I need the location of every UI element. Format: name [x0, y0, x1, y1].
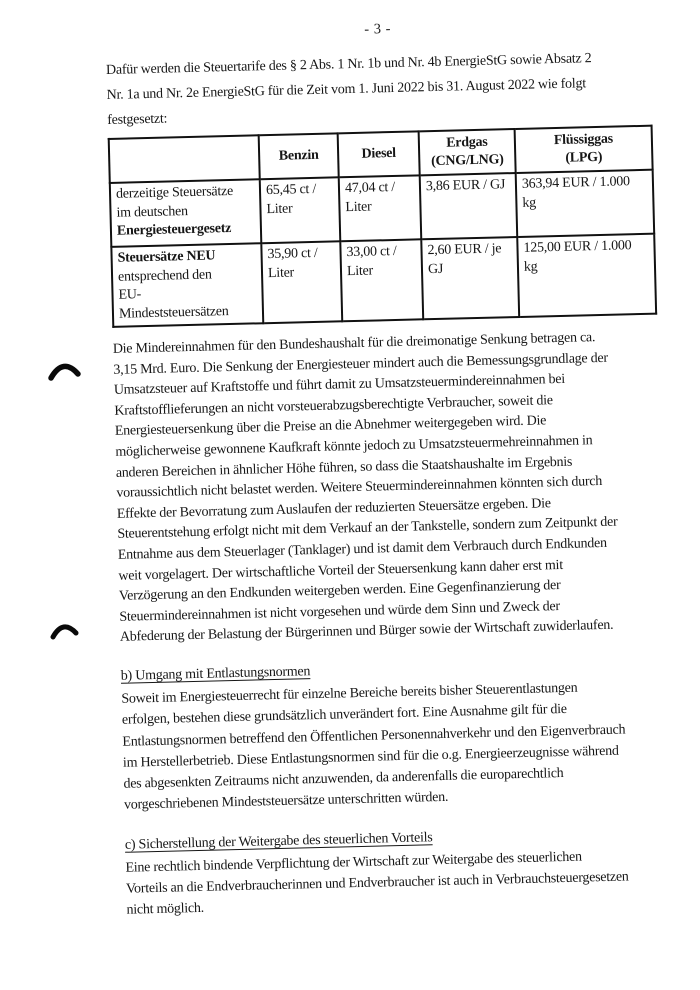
section-b-heading: b) Umgang mit Entlastungsnormen — [120, 664, 311, 684]
table-header-diesel: Diesel — [338, 131, 420, 177]
table-row-new-rates — [111, 234, 656, 327]
page-content — [105, 15, 672, 922]
cell-new-erdgas: 2,60 EUR / je GJ — [421, 237, 519, 319]
intro-paragraph: Dafür werden die Steuertarife des § 2 Abs. 1 Nr. 1b und Nr. 4b EnergieStG sowie Absatz 2 Nr. 1a und Nr. 2e EnergieStG für die Zeit vom 1. Juni 2022 bis 31. August 2022 wie folgt festgesetzt: — [105, 51, 592, 128]
scan-arc-mark-top — [47, 357, 83, 383]
cell-current-erdgas: 3,86 EUR / GJ — [420, 173, 518, 239]
cell-current-fluessiggas: 363,94 EUR / 1.000 kg — [516, 170, 655, 237]
section-c-heading: c) Sicherstellung der Weitergabe des steuerlichen Vorteils — [124, 829, 433, 853]
cell-new-benzin: 35,90 ct / Liter — [261, 241, 342, 323]
cell-current-benzin: 65,45 ct / Liter — [260, 177, 341, 243]
row-label-new: Steuersätze NEU entsprechend den EU- Mindeststeuersätzen — [111, 243, 263, 327]
table-header-fluessiggas: Flüssiggas (LPG) — [515, 126, 653, 173]
scan-arc-mark-bottom — [49, 618, 81, 642]
cell-new-fluessiggas: 125,00 EUR / 1.000 kg — [517, 234, 656, 317]
section-a-paragraph: Die Mindereinnahmen für den Bundeshaushalt für die dreimonatige Senkung betragen ca. 3,15 Mrd. Euro. Die Senkung der Energiesteuer mindert auch die Bemessungsgrundlage der Umsatzsteuer auf Kraftstoffe und führt damit zu Umsatzsteuermindereinnahmen bei Kraftstofflieferungen an nicht vorsteuerabzugsberechtigte Verbraucher, soweit die Energiesteuersenkung über die Preise an die Abnehmer weitergegeben wird. Die möglicherweise gewonnene Kaufkraft könnte jedoch zu Umsatzsteuermehreinnahmen in anderen Bereichen in ähnlicher Höhe führen, so dass die Staatshaushalte im Ergebnis voraussichtlich nicht belastet werden. Weitere Steuermindereinnahmen könnten sich durch Effekte der Bevorratung zum Auslaufen der reduzierten Steuersätze ergeben. Die Steuerentstehung erfolgt nicht mit dem Verkauf an der Tankstelle, sondern zum Zeitpunkt der Entnahme aus dem Steuerlager (Tanklager) und ist damit dem Verbrauch durch Endkunden weit vorgelagert. Der wirtschaftliche Vorteil der Steuersenkung kann daher erst mit Verzögerung an den Endkunden weitergeben werden. Eine Gegenfinanzierung der Steuermindereinnahmen ist nicht vorgesehen und würde dem Sinn und Zweck der Abfederung der Belastung der Bürgerinnen und Bürger sowie der Wirtschaft zuwiderlaufen. — [112, 330, 618, 646]
table-header-erdgas: Erdgas (CNG/LNG) — [419, 129, 516, 175]
cell-current-diesel: 47,04 ct / Liter — [339, 175, 422, 241]
page-number: - 3 - — [364, 21, 392, 38]
table-header-benzin: Benzin — [259, 133, 339, 179]
tax-rates-table — [108, 125, 657, 328]
section-c-paragraph: Eine rechtlich bindende Verpflichtung der Wirtschaft zur Weitergabe des steuerlichen Vorteils an die Endverbraucherinnen und Endverbraucher ist auch in Verbrauchsteuergesetzen nicht möglich. — [125, 849, 629, 919]
cell-new-diesel: 33,00 ct / Liter — [340, 239, 423, 321]
section-b-paragraph: Soweit im Energiesteuerrecht für einzelne Bereiche bereits bisher Steuerentlastungen erfolgen, bestehen diese grundsätzlich unverändert fort. Eine Ausnahme gilt für die Entlastungsnormen betreffend den Öffentlichen Personennahverkehr und den Eigenverbrauch im Herstellerbetrieb. Diese Entlastungsnormen sind für die o.g. Energieerzeugnisse während des abgesenkten Zeitraums nicht anzuwenden, da anderenfalls die europarechtlich vorgeschriebenen Mindeststeuersätze unterschritten würden. — [121, 680, 626, 814]
row-label-current: derzeitige Steuersätze im deutschen Energiesteuergesetz — [110, 179, 262, 247]
table-header-empty — [109, 135, 260, 183]
